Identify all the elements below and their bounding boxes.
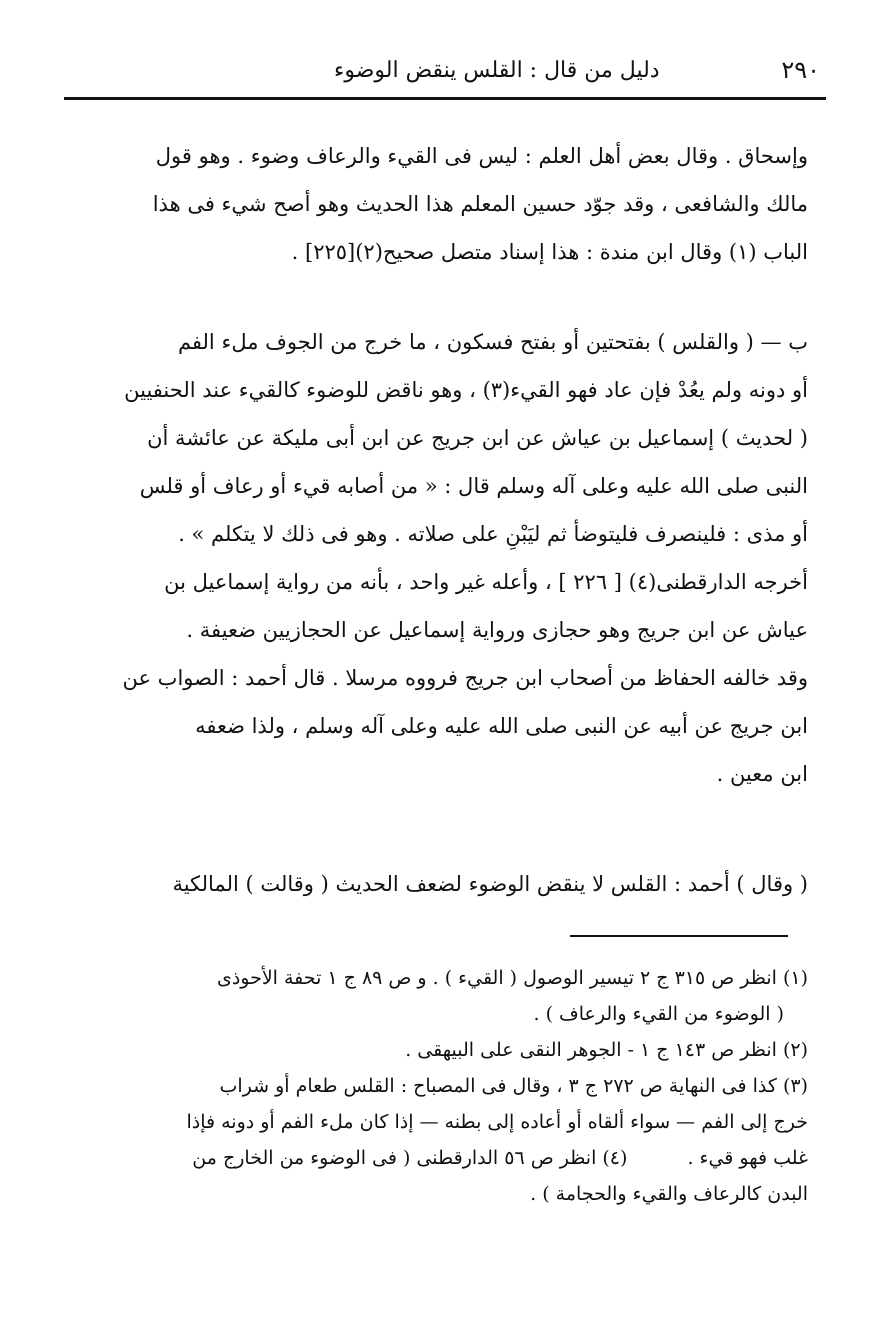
- text-line: أخرجه الدارقطنى(٤) [ ٢٢٦ ] ، وأعله غير واحد ، بأنه من رواية إسماعيل بن: [164, 570, 808, 594]
- footnotes: [96, 960, 808, 1212]
- text-line: النبى صلى الله عليه وعلى آله وسلم قال : « من أصابه قيء أو رعاف أو قلس: [139, 474, 808, 498]
- text-line: وقد خالفه الحفاظ من أصحاب ابن جريج فرووه مرسلا . قال أحمد : الصواب عن: [122, 666, 808, 690]
- running-title: دليل من قال : القلس ينقض الوضوء: [334, 58, 660, 83]
- page-header: [64, 44, 820, 92]
- footnote-1: (١) انظر ص ٣١٥ ج ٢ تيسير الوصول ( القيء ) . و ص ٨٩ ج ١ تحفة الأحوذى: [216, 967, 808, 989]
- header-divider: [64, 97, 826, 100]
- paragraph-3: [96, 860, 808, 908]
- footnote-divider: [570, 935, 788, 937]
- footnote-3-cont: خرج إلى الفم — سواء ألقاه أو أعاده إلى بطنه — إذا كان ملء الفم أو دونه فإذا: [186, 1111, 808, 1133]
- page-number: ٢٩٠: [781, 56, 820, 84]
- footnote-2: (٢) انظر ص ١٤٣ ج ١ - الجوهر النقى على البيهقى .: [405, 1039, 808, 1061]
- text-line: الباب (١) وقال ابن مندة : هذا إسناد متصل صحيح(٢)[٢٢٥] .: [291, 240, 808, 264]
- text-line: ( لحديث ) إسماعيل بن عياش عن ابن جريج عن ابن أبى مليكة عن عائشة أن: [147, 426, 808, 450]
- text-line: مالك والشافعى ، وقد جوّد حسين المعلم هذا الحديث وهو أصح شيء فى هذا: [152, 192, 808, 216]
- text-line: ( وقال ) أحمد : القلس لا ينقض الوضوء لضعف الحديث ( وقالت ) المالكية: [172, 872, 808, 896]
- footnote-3-4-line: [96, 1140, 808, 1176]
- footnote-1-cont: ( الوضوء من القيء والرعاف ) .: [533, 1003, 784, 1025]
- footnote-3-end: غلب فهو قيء .: [687, 1147, 808, 1169]
- text-line: أو دونه ولم يعُدْ فإن عاد فهو القيء(٣) ، وهو ناقض للوضوء كالقيء عند الحنفيين: [124, 378, 808, 402]
- text-line: ب — ( والقلس ) بفتحتين أو بفتح فسكون ، ما خرج من الجوف ملء الفم: [177, 330, 808, 354]
- text-line: أو مذى : فلينصرف فليتوضأ ثم ليَبْنِ على صلاته . وهو فى ذلك لا يتكلم » .: [178, 522, 808, 546]
- footnote-3: (٣) كذا فى النهاية ص ٢٧٢ ج ٣ ، وقال فى المصباح : القلس طعام أو شراب: [219, 1075, 808, 1097]
- text-line: ابن جريج عن أبيه عن النبى صلى الله عليه وعلى آله وسلم ، ولذا ضعفه: [195, 714, 808, 738]
- text-line: عياش عن ابن جريج وهو حجازى ورواية إسماعيل عن الحجازيين ضعيفة .: [186, 618, 808, 642]
- text-line: وإسحاق . وقال بعض أهل العلم : ليس فى القيء والرعاف وضوء . وهو قول: [155, 144, 808, 168]
- footnote-4: (٤) انظر ص ٥٦ الدارقطنى ( فى الوضوء من الخارج من: [192, 1147, 628, 1169]
- paragraph-2: [96, 318, 808, 798]
- paragraph-1: [96, 132, 808, 276]
- footnote-4-cont: البدن كالرعاف والقيء والحجامة ) .: [530, 1183, 808, 1205]
- text-line: ابن معين .: [716, 762, 808, 786]
